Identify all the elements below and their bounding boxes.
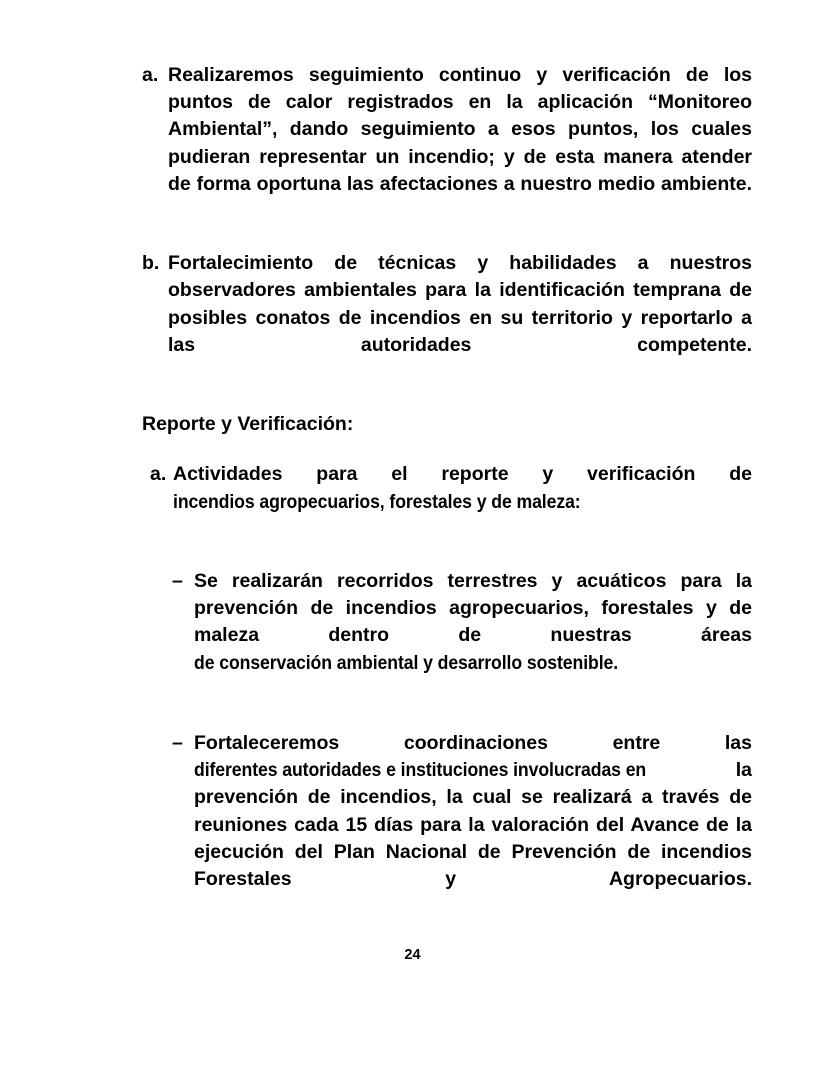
dash-item-recorridos [172,568,752,704]
dash-item-recorridos-line2: para la prevención de incendios agropecuarios, [194,570,752,620]
dash-marker: – [172,570,183,593]
list-marker-b: b. [142,252,160,275]
page-number: 24 [404,947,421,963]
dash-item-recorridos-line1: Se realizarán recorridos terrestres y acuáticos [194,570,667,593]
list-item-a-text: Realizaremos seguimiento continuo y verificación de los puntos de calor registrados en la aplicación “Monitoreo Ambiental”, dando seguimiento a esos puntos, los cuales pudieran representar un incendio; y de esta manera atender de forma oportuna las afectaciones a nuestro medio ambiente. [168,64,752,195]
dash-item-coordinaciones-line6: Nacional de Prevención de incendios Forestales [194,840,752,891]
dash-item-recorridos-line4: de conservación ambiental y desarrollo sostenible. [194,651,619,674]
list-item-a-seguimiento [142,62,752,225]
dash-item-coordinaciones-line7: y Agropecuarios. [445,868,752,891]
list-item-a-actividades [150,461,752,543]
list-item-b-fortalecimiento [142,250,752,386]
dash-item-coordinaciones-line4: través de reuniones cada 15 días para la [194,786,752,836]
list-item-b-text: Fortalecimiento de técnicas y habilidades a nuestros observadores ambientales para la identificación temprana de posibles conatos de incendios en su territorio y reportarlo a las autoridades competente. [168,252,752,356]
dash-marker: – [172,732,183,755]
list-item-a-actividades-line2: incendios agropecuarios, forestales y de maleza: [173,490,581,513]
dash-bullet-list [172,568,752,920]
dash-item-coordinaciones-line1: Fortaleceremos coordinaciones entre las [194,732,752,755]
dash-item-coordinaciones-line3: la prevención de incendios, la cual se realizará a [194,759,752,809]
list-marker-a-actividades: a. [150,463,167,486]
document-body [142,62,752,946]
list-marker-a: a. [142,64,159,86]
dash-item-coordinaciones-line2: diferentes autoridades e instituciones involucradas en [194,759,647,782]
section-heading-reporte-verificacion: Reporte y Verificación: [142,413,354,436]
dash-item-coordinaciones [172,730,752,920]
dash-item-coordinaciones-line5: valoración del Avance de la ejecución del Plan [194,813,752,863]
dash-item-recorridos-line3: forestales y de maleza dentro de nuestras áreas [194,597,752,647]
list-item-a-actividades-line1: Actividades para el reporte y verificación de [173,463,752,486]
